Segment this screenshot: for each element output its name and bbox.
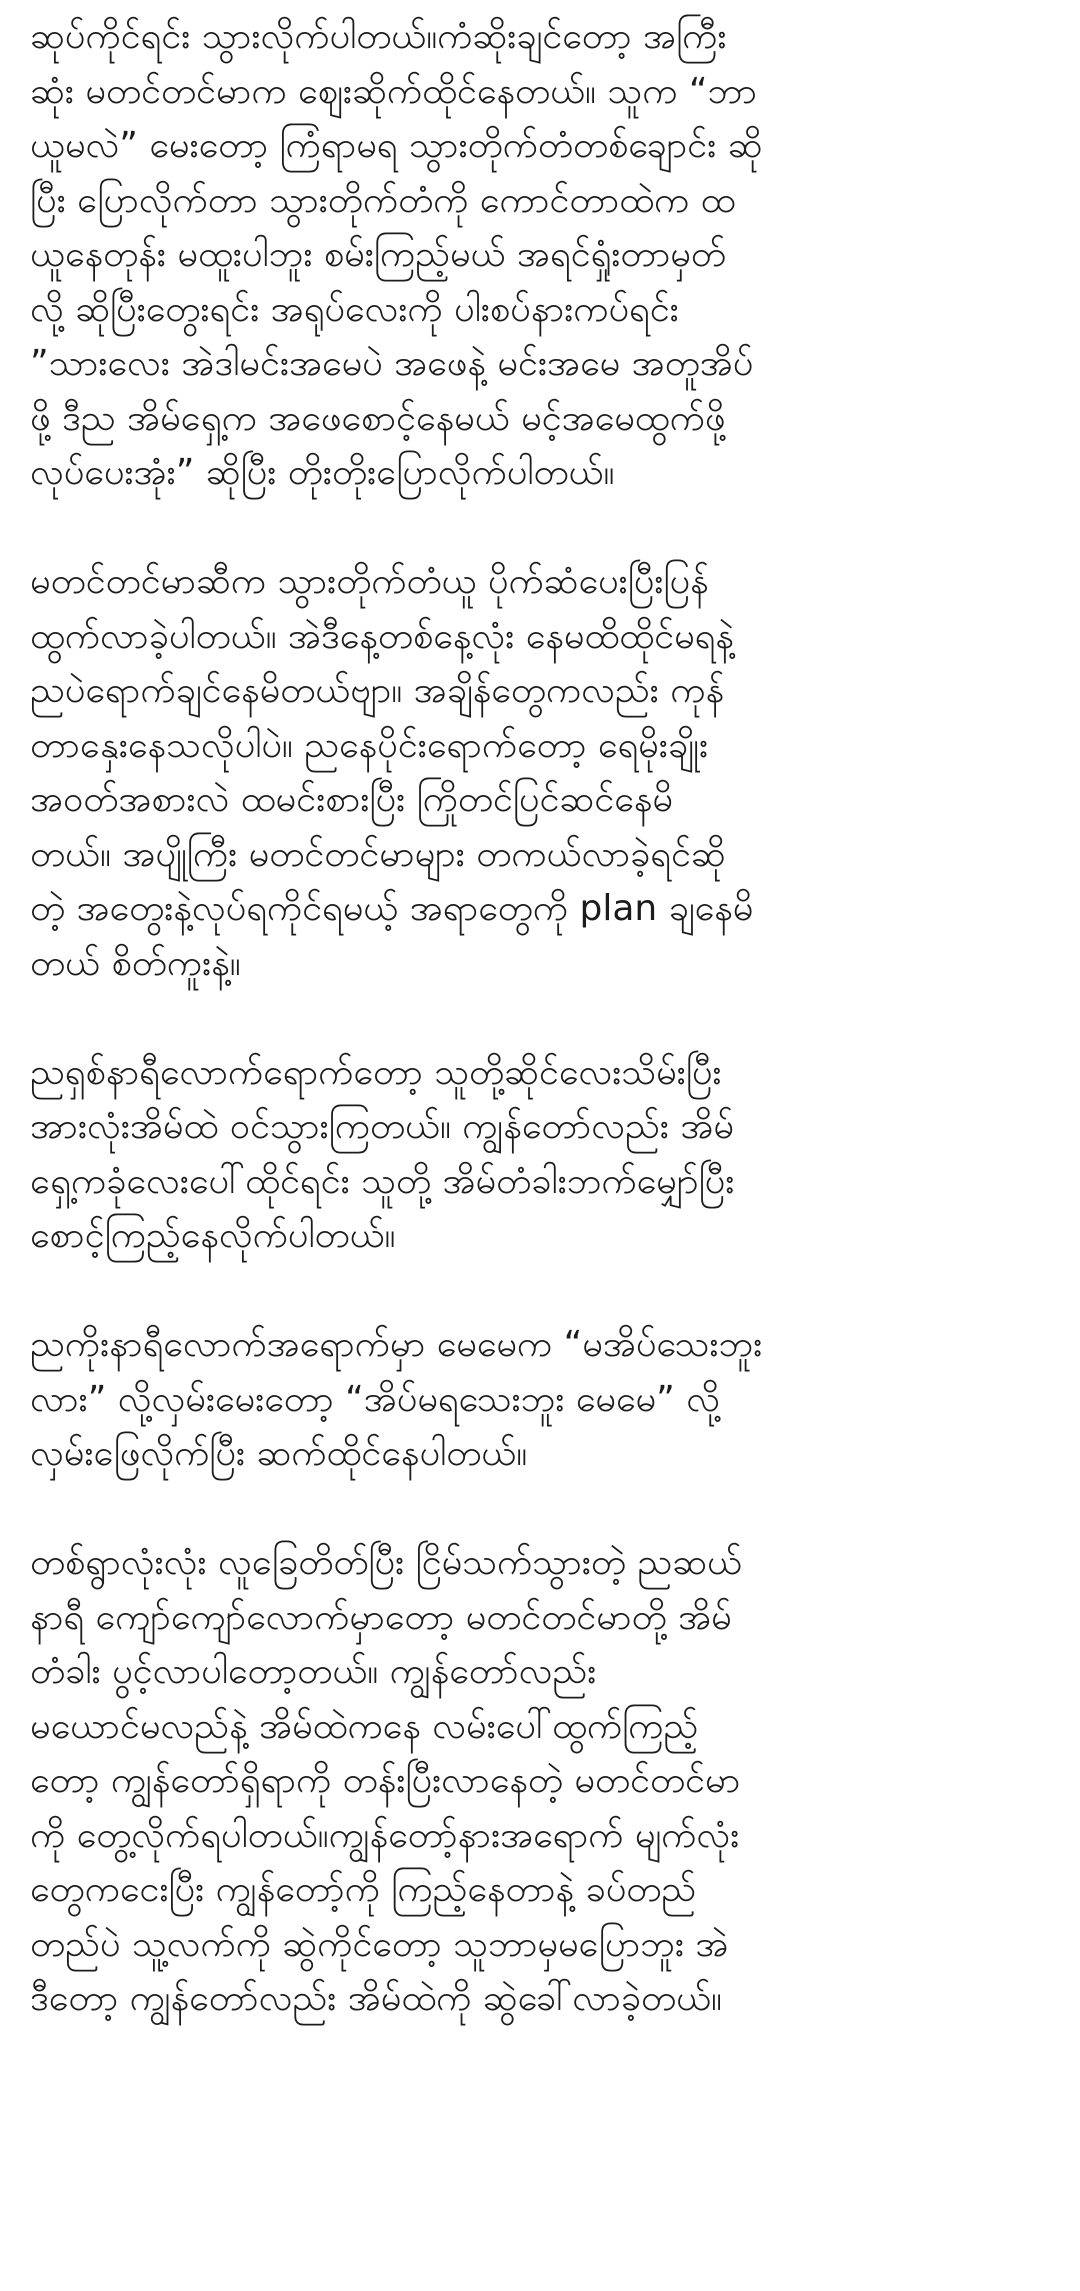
text-line: နာရီ ကျော်ကျော်လောက်မှာတော့ မတင်တင်မာတို့ အိမ် — [30, 1596, 732, 1638]
text-line: ဖို့ ဒီည အိမ်ရှေ့က အဖေစောင့်နေမယ် မင့်အမေထွက်ဖို့ — [30, 397, 726, 439]
text-line: ညပဲရောက်ချင်နေမိတယ်ဗျာ။ အချိန်တွေကလည်း ကုန် — [30, 670, 725, 711]
text-line: ”သားလေး အဲဒါမင်းအမေပဲ အဖေနဲ့ မင်းအမေ အတူအိပ် — [30, 343, 754, 384]
text-line: တစ်ရွာလုံးလုံး လူခြေတိတ်ပြီး ငြိမ်သက်သွားတဲ့ ညဆယ် — [30, 1542, 742, 1583]
text-line: ယူနေတုန်း မထူးပါဘူး စမ်းကြည့်မယ် အရင်ရှုံးတာမှတ် — [30, 234, 726, 275]
text-line: တော့ ကျွန်တော်ရှိရာကို တန်းပြီးလာနေတဲ့ မတင်တင်မာ — [30, 1760, 741, 1801]
text-line: ညကိုးနာရီလောက်အရောက်မှာ မေမေက “မအိပ်သေးဘူး — [30, 1324, 763, 1365]
text-line: တည်ပဲ သူ့လက်ကို ဆွဲကိုင်တော့ သူဘာမှမပြောဘူး အဲ — [30, 1923, 729, 1965]
text-line: ဒီတော့ ကျွန်တော်လည်း အိမ်ထဲကို ဆွဲခေါ်လာခဲ့တယ်။ — [30, 1978, 722, 2019]
paragraph-gap — [30, 991, 1060, 1046]
text-line: ညရှစ်နာရီလောက်ရောက်တော့ သူတို့ဆိုင်လေးသိမ်းပြီး — [30, 1051, 722, 1093]
text-line: တာနှေးနေသလိုပါပဲ။ ညနေပိုင်းရောက်တော့ ရေမိုးချိုး — [30, 724, 709, 766]
text-line: တယ် စိတ်ကူးနဲ့။ — [30, 942, 241, 984]
text-line: စောင့်ကြည့်နေလိုက်ပါတယ်။ — [30, 1215, 396, 1256]
text-line: ယူမလဲ” မေးတော့ ကြံရာမရ သွားတိုက်တံတစ်ချောင်း ဆို — [30, 125, 763, 166]
text-line: ဆုပ်ကိုင်ရင်း သွားလိုက်ပါတယ်။ကံဆိုးချင်တော့ အကြီး — [30, 16, 727, 57]
text-line: မယောင်မလည်နဲ့ အိမ်ထဲကနေ လမ်းပေါ်ထွက်ကြည့် — [30, 1705, 699, 1747]
text-line: လှမ်းဖြေလိုက်ပြီး ဆက်ထိုင်နေပါတယ်။ — [30, 1433, 528, 1474]
text-line: အဝတ်အစားလဲ ထမင်းစားပြီး ကြိုတင်ပြင်ဆင်နေမိ — [30, 779, 673, 820]
text-line: အားလုံးအိမ်ထဲ ဝင်သွားကြတယ်။ ကျွန်တော်လည်း အိမ် — [30, 1106, 734, 1147]
paragraph-2 — [30, 555, 1060, 991]
text-line: လား” လို့လှမ်းမေးတော့ “အိပ်မရသေးဘူး မေမေ” လို့ — [30, 1378, 720, 1420]
text-line: ဆုံး မတင်တင်မာက ဈေးဆိုက်ထိုင်နေတယ်။ သူက “ဘာ — [30, 70, 757, 112]
paragraph-5 — [30, 1536, 1060, 2027]
text-line: တံခါး ပွင့်လာပါတော့တယ်။ ကျွန်တော်လည်း — [30, 1651, 597, 1692]
paragraph-gap — [30, 501, 1060, 556]
paragraph-3 — [30, 1046, 1060, 1264]
paragraph-1 — [30, 10, 1060, 501]
paragraph-gap — [30, 1264, 1060, 1319]
text-line: ကို တွေ့လိုက်ရပါတယ်။ကျွန်တော့်နားအရောက် မျက်လုံး — [30, 1814, 740, 1856]
text-line: ထွက်လာခဲ့ပါတယ်။ အဲဒီနေ့တစ်နေ့လုံး နေမထိထိုင်မရနဲ့ — [30, 615, 734, 657]
text-line: လုပ်ပေးအုံး” ဆိုပြီး တိုးတိုးပြောလိုက်ပါတယ်။ — [30, 452, 615, 493]
text-line: ရှေ့ကခုံလေးပေါ်ထိုင်ရင်း သူတို့ အိမ်တံခါးဘက်မျှော်ပြီး — [30, 1160, 735, 1202]
text-line: တဲ့ အတွေးနဲ့လုပ်ရကိုင်ရမယ့် အရာတွေကို plan ချနေမိ — [30, 888, 754, 929]
paragraph-4 — [30, 1318, 1060, 1482]
text-line: တွေကငေးပြီး ကျွန်တော့်ကို ကြည့်နေတာနဲ့ ခပ်တည် — [30, 1869, 697, 1910]
text-line: တယ်။ အပျိုကြီး မတင်တင်မာများ တကယ်လာခဲ့ရင်ဆို — [30, 833, 726, 875]
text-line: မတင်တင်မာဆီက သွားတိုက်တံယူ ပိုက်ဆံပေးပြီးပြန် — [30, 561, 709, 602]
text-line: လို့ ဆိုပြီးတွေးရင်း အရုပ်လေးကို ပါးစပ်နားကပ်ရင်း — [30, 288, 679, 330]
paragraph-gap — [30, 1482, 1060, 1537]
text-line: ပြီး ပြောလိုက်တာ သွားတိုက်တံကို ကောင်တာထဲက ထ — [30, 179, 736, 221]
article-body — [30, 0, 1060, 2291]
